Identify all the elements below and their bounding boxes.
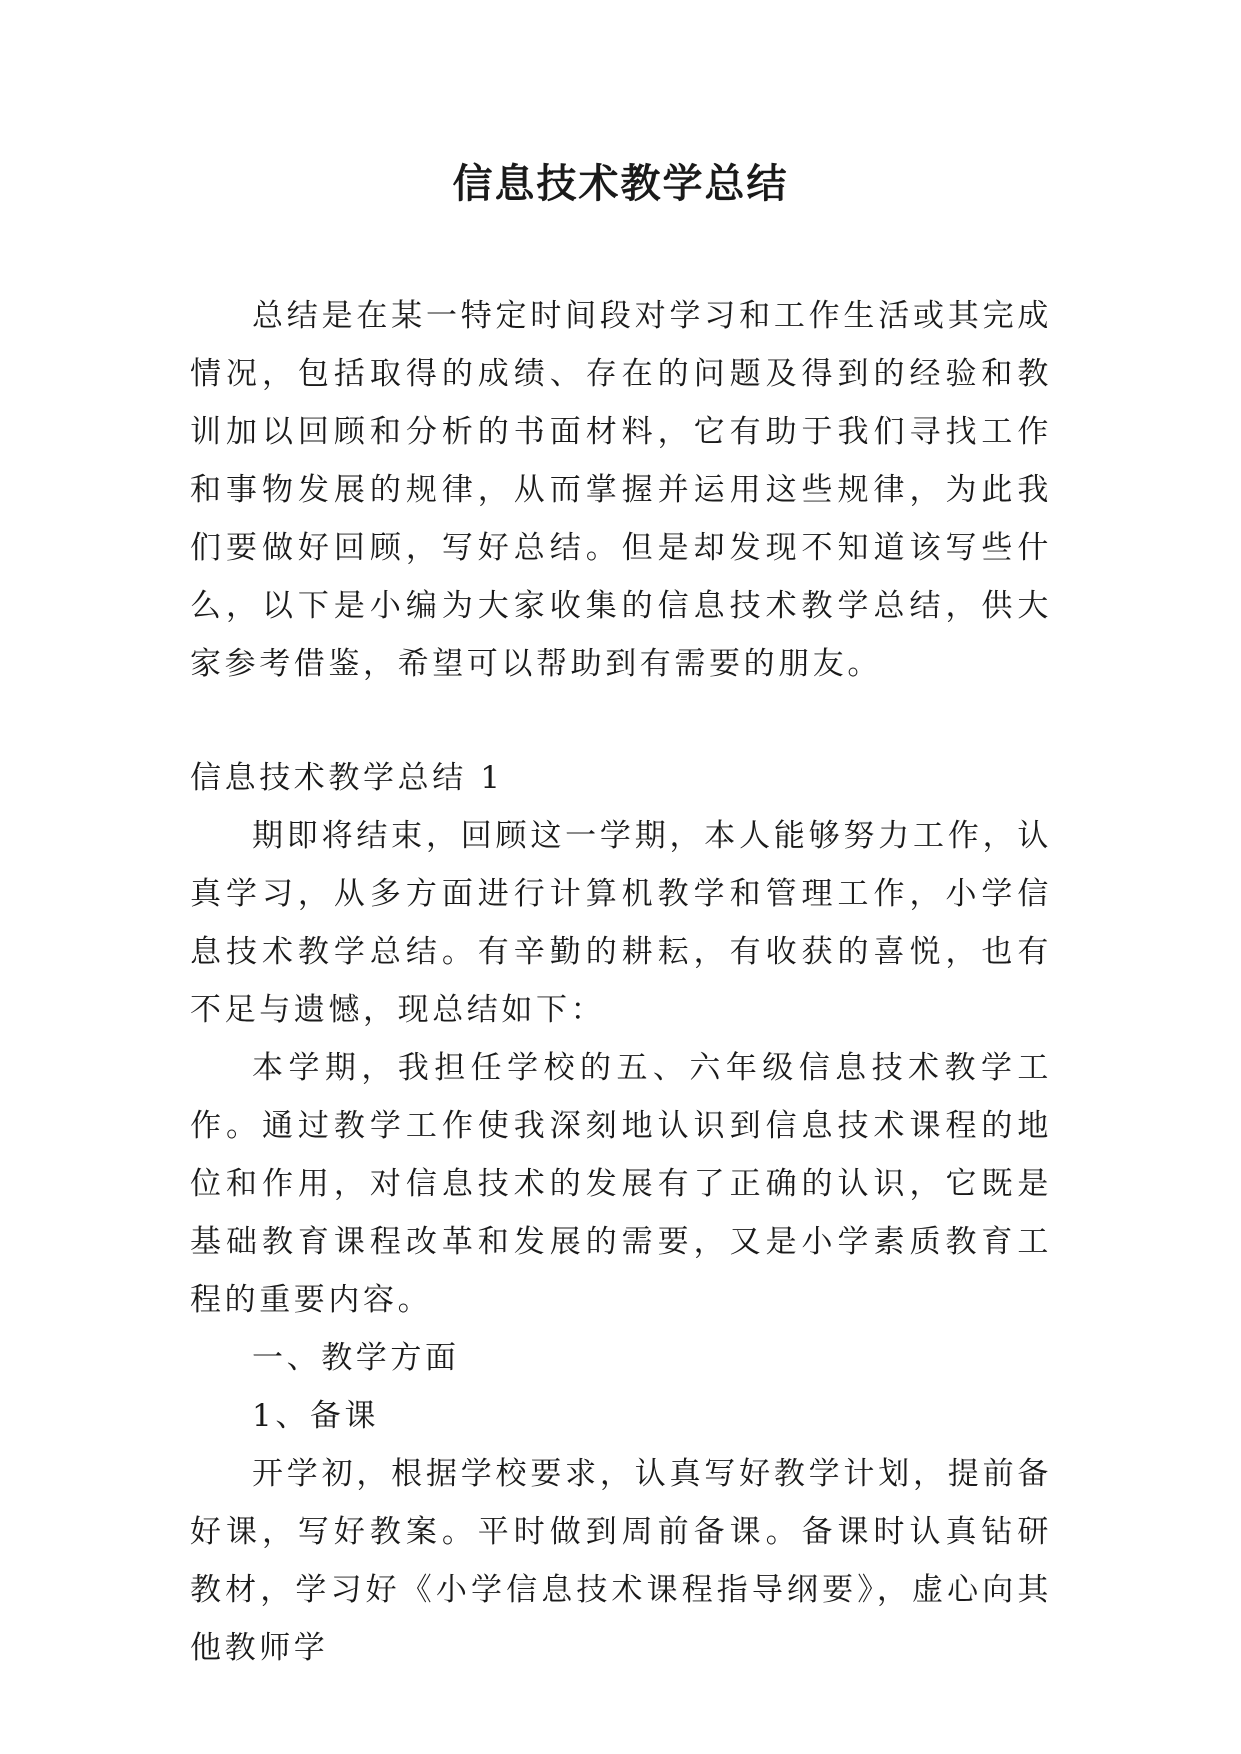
body-paragraph: 开学初，根据学校要求，认真写好教学计划，提前备好课，写好教案。平时做到周前备课。备课时认真钻研教材，学习好《小学信息技术课程指导纲要》，虚心向其他教师学 [190, 1456, 1052, 1666]
body-paragraph: 期即将结束，回顾这一学期，本人能够努力工作，认真学习，从多方面进行计算机教学和管理工作，小学信息技术教学总结。有辛勤的耕耘，有收获的喜悦，也有不足与遗憾，现总结如下： [190, 818, 1052, 1028]
intro-paragraph: 总结是在某一特定时间段对学习和工作生活或其完成情况，包括取得的成绩、存在的问题及得到的经验和教训加以回顾和分析的书面材料，它有助于我们寻找工作和事物发展的规律，从而掌握并运用这些规律，为此我们要做好回顾，写好总结。但是却发现不知道该写些什么，以下是小编为大家收集的信息技术教学总结，供大家参考借鉴，希望可以帮助到有需要的朋友。 [190, 298, 1052, 682]
body-paragraph: 本学期，我担任学校的五、六年级信息技术教学工作。通过教学工作使我深刻地认识到信息技术课程的地位和作用，对信息技术的发展有了正确的认识，它既是基础教育课程改革和发展的需要，又是小学素质教育工程的重要内容。 [190, 1050, 1052, 1318]
section-heading: 信息技术教学总结 1 [190, 760, 504, 796]
subheading: 1、备课 [252, 1398, 380, 1434]
document-body [190, 287, 1052, 1677]
document-title: 信息技术教学总结 [452, 161, 789, 207]
subheading: 一、教学方面 [252, 1340, 460, 1376]
